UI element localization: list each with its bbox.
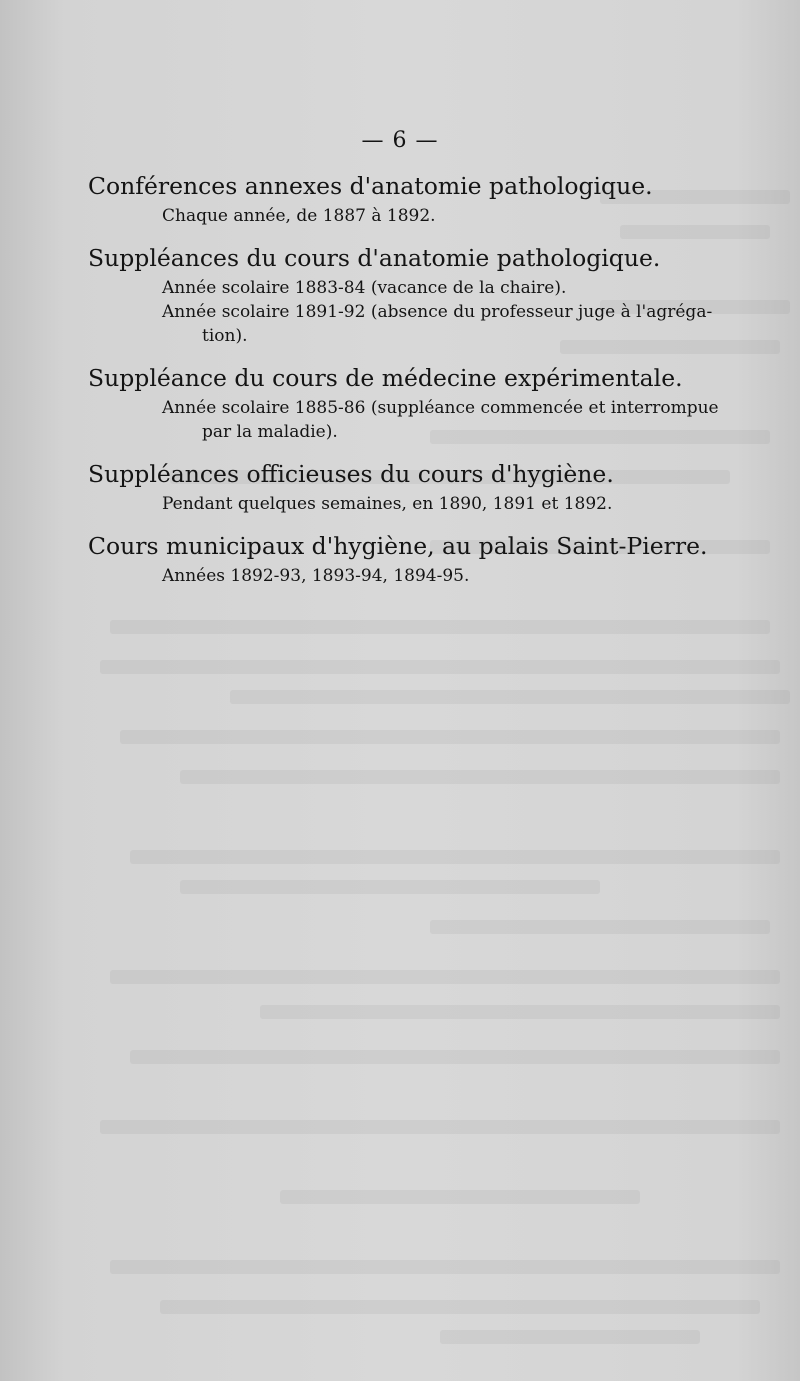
- entry-heading: Cours municipaux d'hygiène, au palais Saint-Pierre.: [88, 532, 708, 560]
- entry-detail: Chaque année, de 1887 à 1892.: [162, 206, 436, 226]
- entry-cours-municipaux: [88, 530, 758, 588]
- entry-suppleance-medecine-experimentale: [88, 362, 758, 444]
- entry-heading: Suppléance du cours de médecine expérimentale.: [88, 364, 683, 392]
- detail-line: Année scolaire 1885-86 (suppléance commencée et interrompue: [162, 398, 719, 418]
- entry-detail: Pendant quelques semaines, en 1890, 1891 et 1892.: [162, 494, 613, 514]
- entry-heading: Suppléances officieuses du cours d'hygiène.: [88, 460, 614, 488]
- detail-line-continuation: par la maladie).: [202, 422, 338, 442]
- entries-list: [88, 170, 758, 602]
- detail-line-continuation: tion).: [202, 326, 248, 346]
- detail-line: Année scolaire 1883-84 (vacance de la chaire).: [162, 278, 567, 298]
- entry-heading: Suppléances du cours d'anatomie pathologique.: [88, 244, 661, 272]
- entry-suppleances-hygiene: [88, 458, 758, 516]
- detail-line: Année scolaire 1891-92 (absence du professeur juge à l'agréga-: [162, 302, 713, 322]
- entry-detail: [162, 276, 758, 348]
- entry-detail: Années 1892-93, 1893-94, 1894-95.: [162, 566, 470, 586]
- entry-suppleances-anatomie: [88, 242, 758, 348]
- entry-conferences-annexes: [88, 170, 758, 228]
- entry-heading: Conférences annexes d'anatomie pathologique.: [88, 172, 653, 200]
- page-number: — 6 —: [361, 128, 439, 153]
- entry-detail: [162, 396, 758, 444]
